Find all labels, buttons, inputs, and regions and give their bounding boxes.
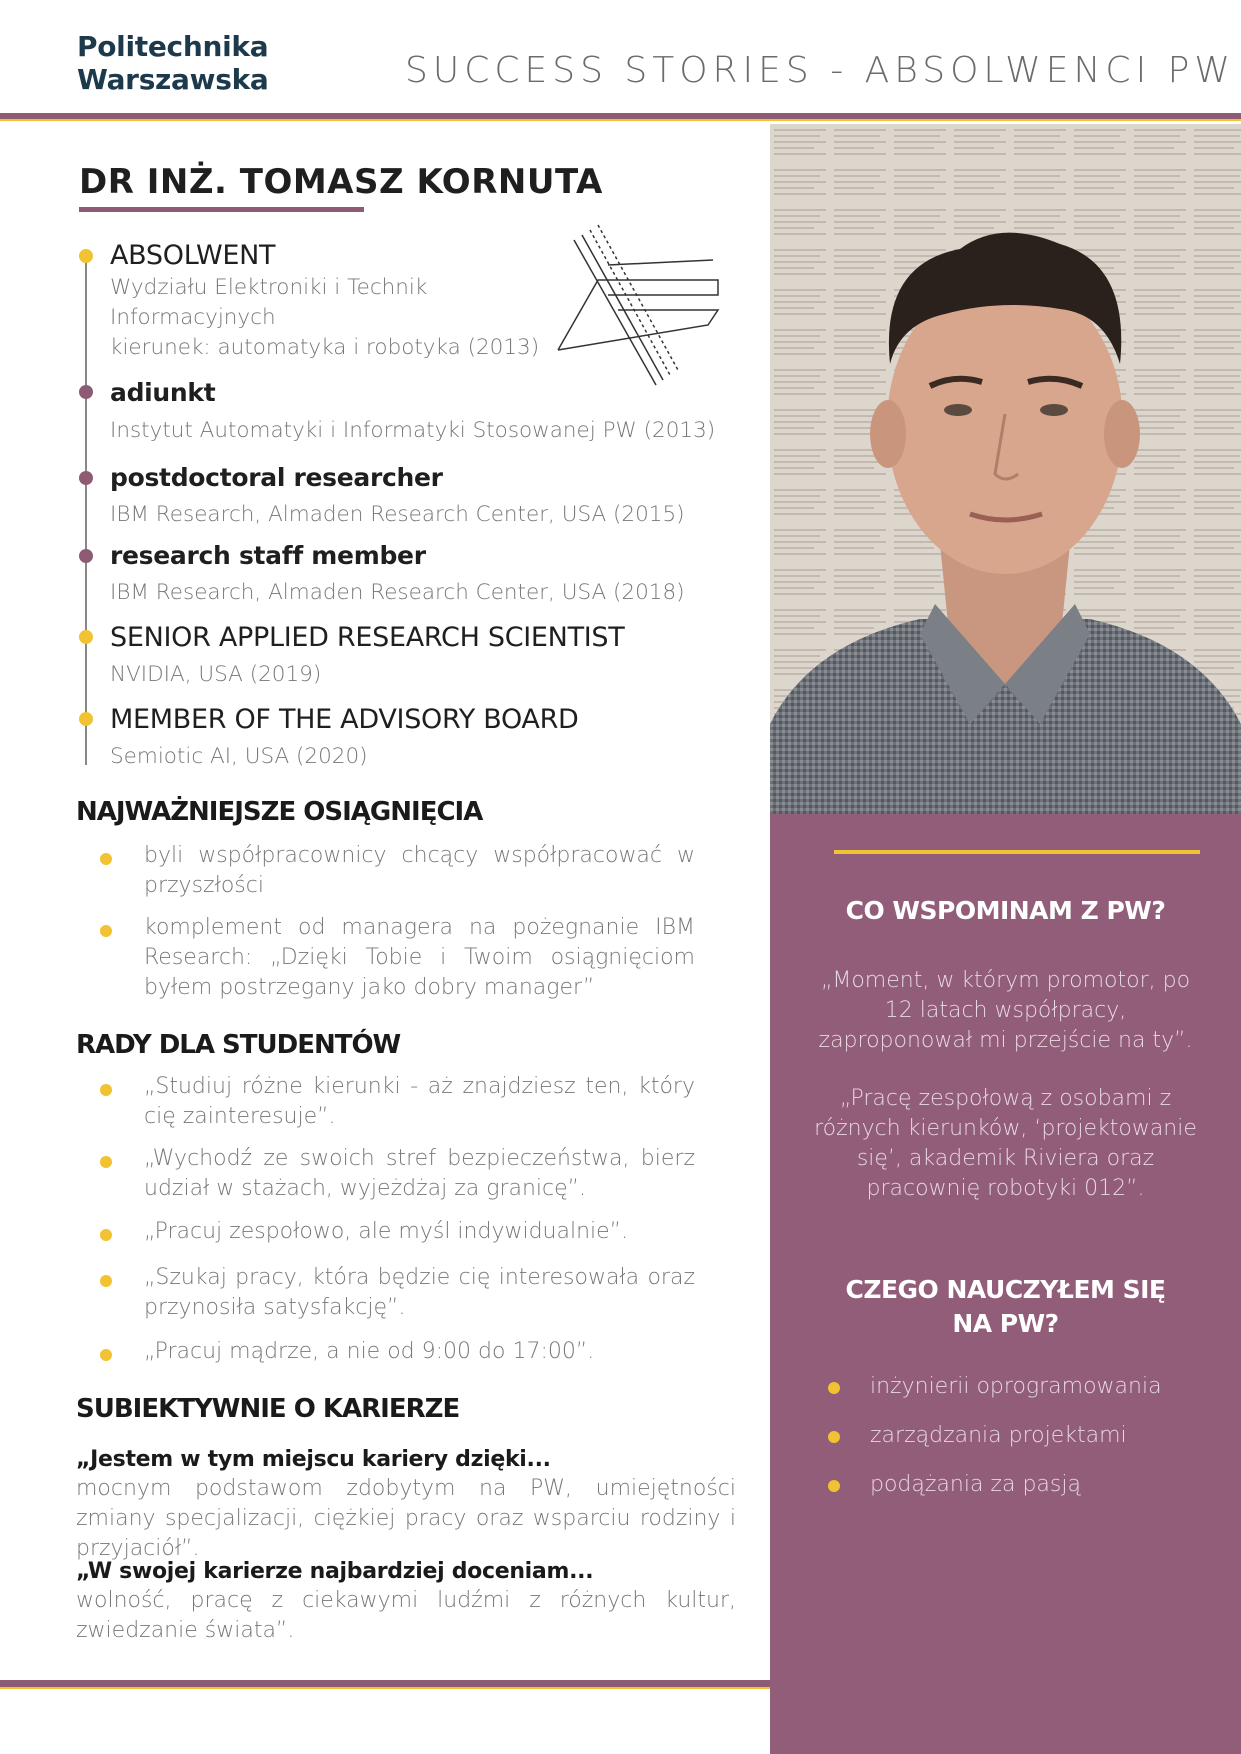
pw-emblem-icon	[548, 220, 723, 400]
list-item: byli współpracownicy chcący współpracować w przyszłości	[100, 841, 695, 901]
career-quote-body: mocnym podstawom zdobytym na PW, umiejętności zmiany specjalizacji, ciężkiej pracy oraz wsparciu rodziny i przyjaciół”.	[76, 1476, 736, 1561]
timeline-detail: NVIDIA, USA (2019)	[110, 662, 322, 687]
logo-line-2: Warszawska	[77, 63, 269, 96]
bullet-icon	[100, 1156, 112, 1168]
logo-line-1: Politechnika	[77, 30, 269, 63]
person-name: DR INŻ. TOMASZ KORNUTA	[79, 162, 603, 202]
panel-divider	[834, 850, 1200, 854]
achievements-list	[100, 841, 695, 1003]
timeline-dot	[79, 471, 93, 485]
career-quote-lead: „Jestem w tym miejscu kariery dzięki...	[76, 1447, 551, 1472]
career-quote-body: wolność, pracę z ciekawymi ludźmi z różnych kultur, zwiedzanie świata”.	[76, 1588, 736, 1643]
list-item: inżynierii oprogramowania	[828, 1372, 1218, 1402]
learned-list	[828, 1372, 1218, 1519]
timeline-detail: IBM Research, Almaden Research Center, USA (2018)	[110, 580, 685, 605]
bullet-icon	[100, 1275, 112, 1287]
portrait-photo	[770, 124, 1241, 814]
list-item: podążania za pasją	[828, 1470, 1218, 1500]
page-header-title: SUCCESS STORIES - ABSOLWENCI PW	[405, 50, 1235, 91]
timeline-detail: kierunek: automatyka i robotyka (2013)	[110, 335, 540, 360]
list-item: komplement od managera na pożegnanie IBM Research: „Dzięki Tobie i Twoim osiągnięciom byłem postrzegany jako dobry manager”	[100, 913, 695, 1003]
bullet-icon	[828, 1431, 840, 1443]
timeline-dot	[79, 385, 93, 399]
top-divider	[0, 113, 1241, 121]
timeline-line	[85, 256, 87, 765]
advice-heading: RADY DLA STUDENTÓW	[76, 1030, 401, 1060]
timeline-dot	[79, 630, 93, 644]
timeline-detail: IBM Research, Almaden Research Center, USA (2015)	[110, 502, 685, 527]
timeline-dot	[79, 249, 93, 263]
list-item: zarządzania projektami	[828, 1421, 1218, 1451]
timeline-dot	[79, 549, 93, 563]
timeline-detail: Informacyjnych	[110, 305, 276, 330]
bullet-icon	[100, 1084, 112, 1096]
bottom-divider	[0, 1680, 770, 1689]
memory-quote: „Pracę zespołową z osobami z różnych kierunków, ‘projektowanie się’, akademik Riviera oraz pracownię robotyki 012”.	[814, 1086, 1197, 1201]
memories-heading: CO WSPOMINAM Z PW?	[845, 896, 1166, 925]
list-item: „Studiuj różne kierunki - aż znajdziesz ten, który cię zainteresuje”.	[100, 1072, 695, 1132]
timeline-title: postdoctoral researcher	[110, 463, 443, 492]
name-underline	[79, 207, 364, 212]
bullet-icon	[100, 925, 112, 937]
timeline-title: research staff member	[110, 541, 426, 570]
bullet-icon	[828, 1382, 840, 1394]
timeline-title: adiunkt	[110, 378, 216, 407]
list-item: „Szukaj pracy, która będzie cię interesowała oraz przynosiła satysfakcję”.	[100, 1263, 695, 1323]
timeline-title: SENIOR APPLIED RESEARCH SCIENTIST	[110, 622, 625, 653]
achievements-heading: NAJWAŻNIEJSZE OSIĄGNIĘCIA	[76, 797, 483, 827]
timeline-detail: Instytut Automatyki i Informatyki Stosowanej PW (2013)	[110, 418, 716, 443]
timeline-dot	[79, 712, 93, 726]
timeline-title: MEMBER OF THE ADVISORY BOARD	[110, 704, 579, 735]
bullet-icon	[828, 1480, 840, 1492]
learned-heading-line-1: CZEGO NAUCZYŁEM SIĘ	[845, 1275, 1166, 1304]
memory-quote: „Moment, w którym promotor, po 12 latach współpracy, zaproponował mi przejście na ty”.	[818, 968, 1193, 1053]
right-panel	[770, 814, 1241, 1754]
portrait-image	[770, 124, 1241, 814]
bullet-icon	[100, 853, 112, 865]
list-item: „Pracuj mądrze, a nie od 9:00 do 17:00”.	[100, 1337, 695, 1367]
university-logo	[77, 30, 269, 96]
timeline-title: ABSOLWENT	[110, 240, 276, 271]
career-heading: SUBIEKTYWNIE O KARIERZE	[76, 1394, 460, 1424]
bullet-icon	[100, 1349, 112, 1361]
career-quote-lead: „W swojej karierze najbardziej doceniam...	[76, 1559, 594, 1584]
list-item: „Wychodź ze swoich stref bezpieczeństwa, bierz udział w stażach, wyjeżdżaj za granicę”.	[100, 1144, 695, 1204]
list-item: „Pracuj zespołowo, ale myśl indywidualnie”.	[100, 1217, 695, 1247]
learned-heading-line-2: NA PW?	[952, 1309, 1059, 1338]
timeline-detail: Wydziału Elektroniki i Technik	[110, 275, 428, 300]
timeline-detail: Semiotic AI, USA (2020)	[110, 744, 368, 769]
bullet-icon	[100, 1229, 112, 1241]
advice-list	[100, 1072, 695, 1367]
